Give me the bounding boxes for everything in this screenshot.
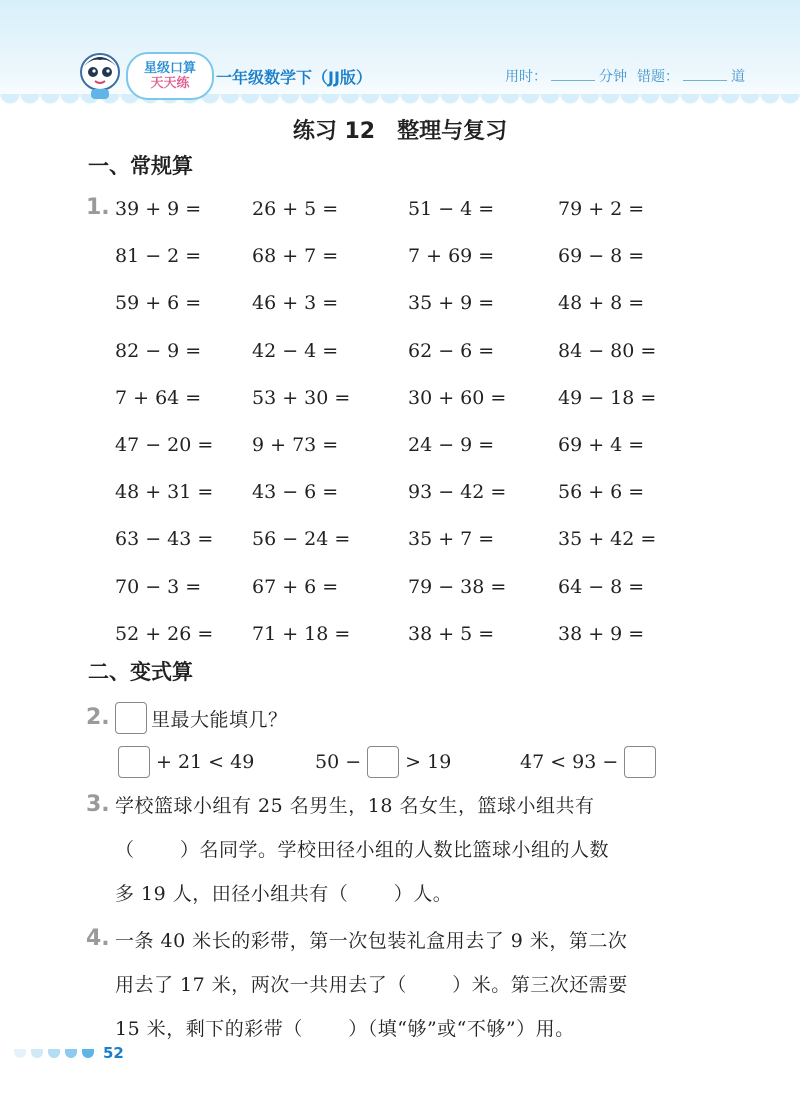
q3-line-1: 学校篮球小组有 25 名男生，18 名女生，篮球小组共有 [115,795,595,817]
footer-dot-decoration [14,1049,26,1058]
page-title [0,114,800,145]
arithmetic-problem: 93 − 42 = [408,481,507,504]
arithmetic-problem: 24 − 9 = [408,433,495,456]
footer-dot-decoration [65,1049,77,1058]
mascot-icon [78,50,122,100]
question-2-number: 2. [86,705,110,730]
arithmetic-problem: 79 − 38 = [408,575,507,598]
q4-line-2: 用去了 17 米，两次一共用去了（ ）米。第三次还需要 [115,974,628,996]
arithmetic-problem: 7 + 64 = [115,386,202,409]
page-number: 52 [103,1044,124,1062]
footer-dots [14,1049,99,1058]
section-1-title: 一、常规算 [88,154,193,178]
series-logo [126,52,214,100]
grade-label: 一年级数学下（JJ版） [216,68,372,87]
inequality-2-left: 50 − [315,751,362,773]
answer-box[interactable] [118,746,150,778]
arithmetic-problem: 35 + 7 = [408,528,495,551]
arithmetic-problem: 35 + 42 = [558,528,657,551]
arithmetic-problem: 38 + 5 = [408,622,495,645]
arithmetic-problem: 43 − 6 = [252,481,339,504]
footer-dot-decoration [48,1049,60,1058]
errors-label: 错题： [637,69,679,85]
inequality-1-text: + 21 < 49 [156,751,255,773]
arithmetic-problem: 56 − 24 = [252,528,351,551]
arithmetic-problem: 79 + 2 = [558,198,645,220]
arithmetic-problem: 64 − 8 = [558,575,645,598]
arithmetic-problem: 82 − 9 = [115,339,202,362]
arithmetic-problem: 30 + 60 = [408,386,507,409]
arithmetic-problem: 69 + 4 = [558,433,645,456]
answer-box[interactable] [624,746,656,778]
arithmetic-problem: 35 + 9 = [408,292,495,315]
arithmetic-problem: 9 + 73 = [252,433,339,456]
section-2-title: 二、变式算 [88,660,193,684]
q2-inequality-3 [517,746,659,778]
time-label: 用时： [505,69,547,85]
arithmetic-problem: 38 + 9 = [558,622,645,645]
arithmetic-problem: 62 − 6 = [408,339,495,362]
inequality-2-right: > 19 [405,751,452,773]
question-4-number: 4. [86,926,110,951]
arithmetic-problem: 7 + 69 = [408,245,495,268]
arithmetic-problem: 39 + 9 = [115,198,202,220]
arithmetic-problem: 51 − 4 = [408,198,495,220]
q2-prompt: 里最大能填几？ [151,708,288,731]
arithmetic-problem: 84 − 80 = [558,339,657,362]
q2-inequality-1 [115,746,257,778]
question-3-number: 3. [86,792,110,817]
footer-dot-decoration [82,1049,94,1058]
q3-line-3: 多 19 人，田径小组共有（ ）人。 [115,883,453,905]
answer-box[interactable] [367,746,399,778]
page-header [0,0,800,108]
question-1-number: 1. [86,195,110,220]
count-label: 道 [731,69,745,85]
arithmetic-problem: 47 − 20 = [115,433,214,456]
page-footer [14,1044,124,1062]
arithmetic-problem: 48 + 31 = [115,481,214,504]
minute-label: 分钟 [599,69,627,85]
time-blank[interactable] [551,80,595,81]
inequality-3-left: 47 < 93 − [520,751,619,773]
arithmetic-problem: 71 + 18 = [252,622,351,645]
arithmetic-problem: 42 − 4 = [252,339,339,362]
arithmetic-problem: 70 − 3 = [115,575,202,598]
arithmetic-problem: 53 + 30 = [252,386,351,409]
arithmetic-problem: 26 + 5 = [252,198,339,220]
q1-problem-grid [115,192,675,664]
arithmetic-problem: 81 − 2 = [115,245,202,268]
q4-line-3: 15 米，剩下的彩带（ ）（填“够”或“不够”）用。 [115,1018,575,1040]
arithmetic-problem: 52 + 26 = [115,622,214,645]
footer-dot-decoration [31,1049,43,1058]
arithmetic-problem: 48 + 8 = [558,292,645,315]
arithmetic-problem: 68 + 7 = [252,245,339,268]
title-main: 练习 12 [292,119,376,144]
answer-box [115,702,147,734]
arithmetic-problem: 69 − 8 = [558,245,645,268]
arithmetic-problem: 63 − 43 = [115,528,214,551]
q4-line-1: 一条 40 米长的彩带，第一次包装礼盒用去了 9 米，第二次 [115,930,628,952]
q3-line-2: （ ）名同学。学校田径小组的人数比篮球小组的人数 [115,839,610,861]
logo-line-2: 天天练 [150,76,190,91]
q2-inequality-2 [312,746,454,778]
q2-prompt-line [115,702,288,734]
arithmetic-problem: 67 + 6 = [252,575,339,598]
arithmetic-problem: 49 − 18 = [558,386,657,409]
arithmetic-problem: 56 + 6 = [558,481,645,504]
arithmetic-problem: 46 + 3 = [252,292,339,315]
logo-line-1: 星级口算 [143,61,196,76]
time-and-errors [505,66,745,86]
arithmetic-problem: 59 + 6 = [115,292,202,315]
title-sub: 整理与复习 [397,119,508,144]
errors-blank[interactable] [683,80,727,81]
